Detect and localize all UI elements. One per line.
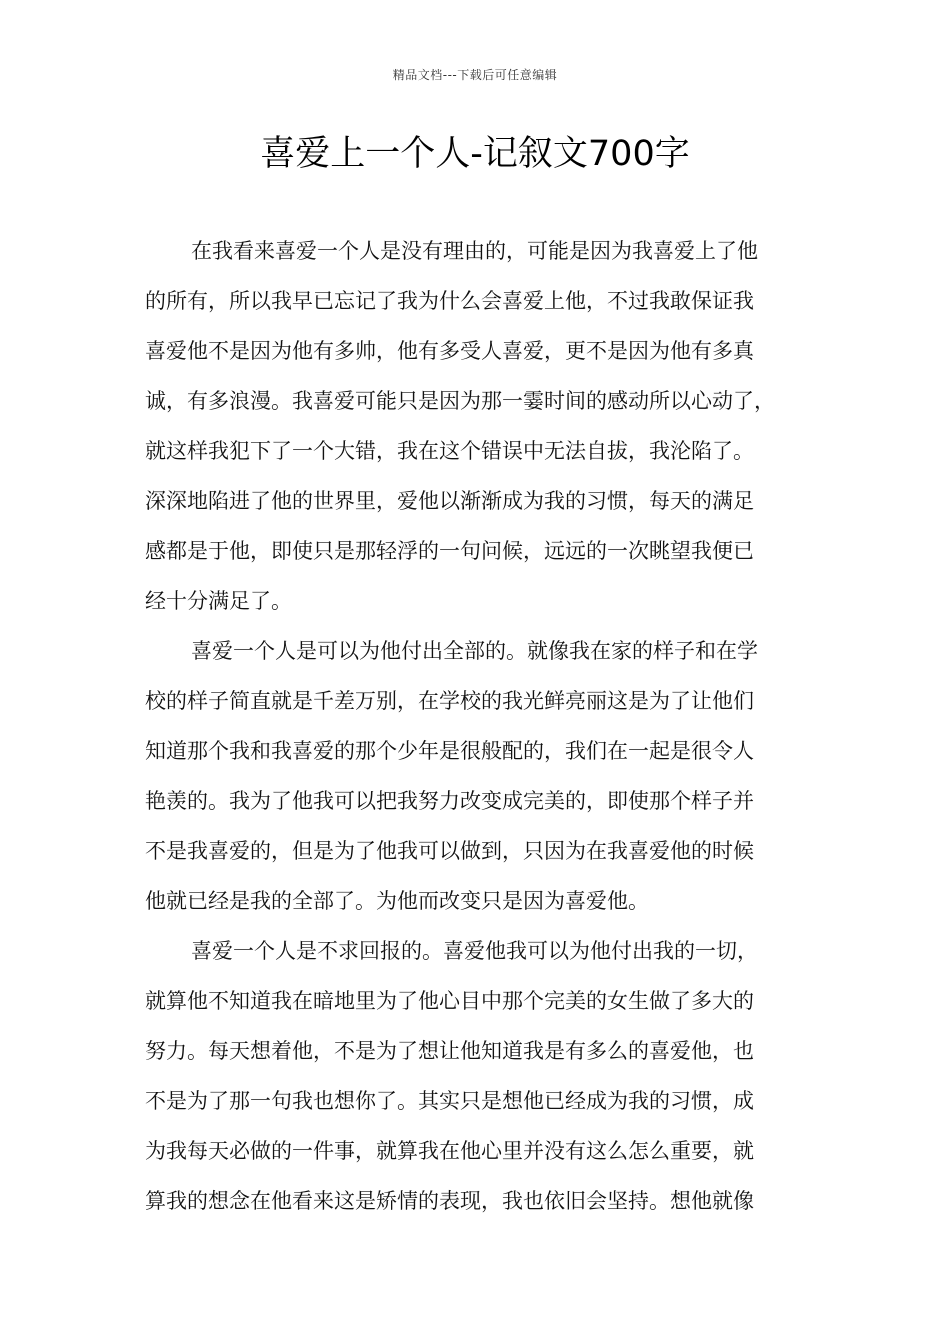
paragraph-2-line-4: 艳羡的。我为了他我可以把我努力改变成完美的，即使那个样子并 bbox=[145, 789, 754, 813]
header-note: 精品文档---下载后可任意编辑 bbox=[392, 68, 558, 82]
paragraph-1-line-5: 就这样我犯下了一个大错，我在这个错误中无法自拔，我沦陷了。 bbox=[145, 439, 754, 463]
paragraph-2-line-1: 喜爱一个人是可以为他付出全部的。就像我在家的样子和在学 bbox=[191, 639, 758, 663]
document-body bbox=[145, 226, 810, 1226]
paragraph-1-line-7: 感都是于他，即使只是那轻浮的一句问候，远远的一次眺望我便已 bbox=[145, 539, 754, 563]
paragraph-3-line-5: 为我每天必做的一件事，就算我在他心里并没有这么怎么重要，就 bbox=[145, 1139, 754, 1163]
paragraph-3-line-6: 算我的想念在他看来这是矫情的表现，我也依旧会坚持。想他就像 bbox=[145, 1189, 754, 1213]
paragraph-3-line-1: 喜爱一个人是不求回报的。喜爱他我可以为他付出我的一切， bbox=[191, 939, 758, 963]
paragraph-2-line-5: 不是我喜爱的，但是为了他我可以做到，只因为在我喜爱他的时候 bbox=[145, 839, 754, 863]
paragraph-1-line-8: 经十分满足了。 bbox=[145, 589, 292, 613]
document-title: 喜爱上一个人-记叙文700字 bbox=[260, 134, 690, 174]
paragraph-3-line-4: 不是为了那一句我也想你了。其实只是想他已经成为我的习惯，成 bbox=[145, 1089, 754, 1113]
paragraph-2-line-3: 知道那个我和我喜爱的那个少年是很般配的，我们在一起是很令人 bbox=[145, 739, 754, 763]
paragraph-1-line-4: 诚，有多浪漫。我喜爱可能只是因为那一霎时间的感动所以心动了， bbox=[145, 389, 775, 413]
paragraph-3-line-3: 努力。每天想着他，不是为了想让他知道我是有多么的喜爱他，也 bbox=[145, 1039, 754, 1063]
paragraph-2-line-2: 校的样子简直就是千差万别，在学校的我光鲜亮丽这是为了让他们 bbox=[145, 689, 754, 713]
paragraph-1-line-1: 在我看来喜爱一个人是没有理由的，可能是因为我喜爱上了他 bbox=[191, 239, 758, 263]
paragraph-3-line-2: 就算他不知道我在暗地里为了他心目中那个完美的女生做了多大的 bbox=[145, 989, 754, 1013]
paragraph-1-line-6: 深深地陷进了他的世界里，爱他以渐渐成为我的习惯，每天的满足 bbox=[145, 489, 754, 513]
paragraph-1-line-3: 喜爱他不是因为他有多帅，他有多受人喜爱，更不是因为他有多真 bbox=[145, 339, 754, 363]
paragraph-1-line-2: 的所有，所以我早已忘记了我为什么会喜爱上他，不过我敢保证我 bbox=[145, 289, 754, 313]
paragraph-2-line-6: 他就已经是我的全部了。为他而改变只是因为喜爱他。 bbox=[145, 889, 649, 913]
